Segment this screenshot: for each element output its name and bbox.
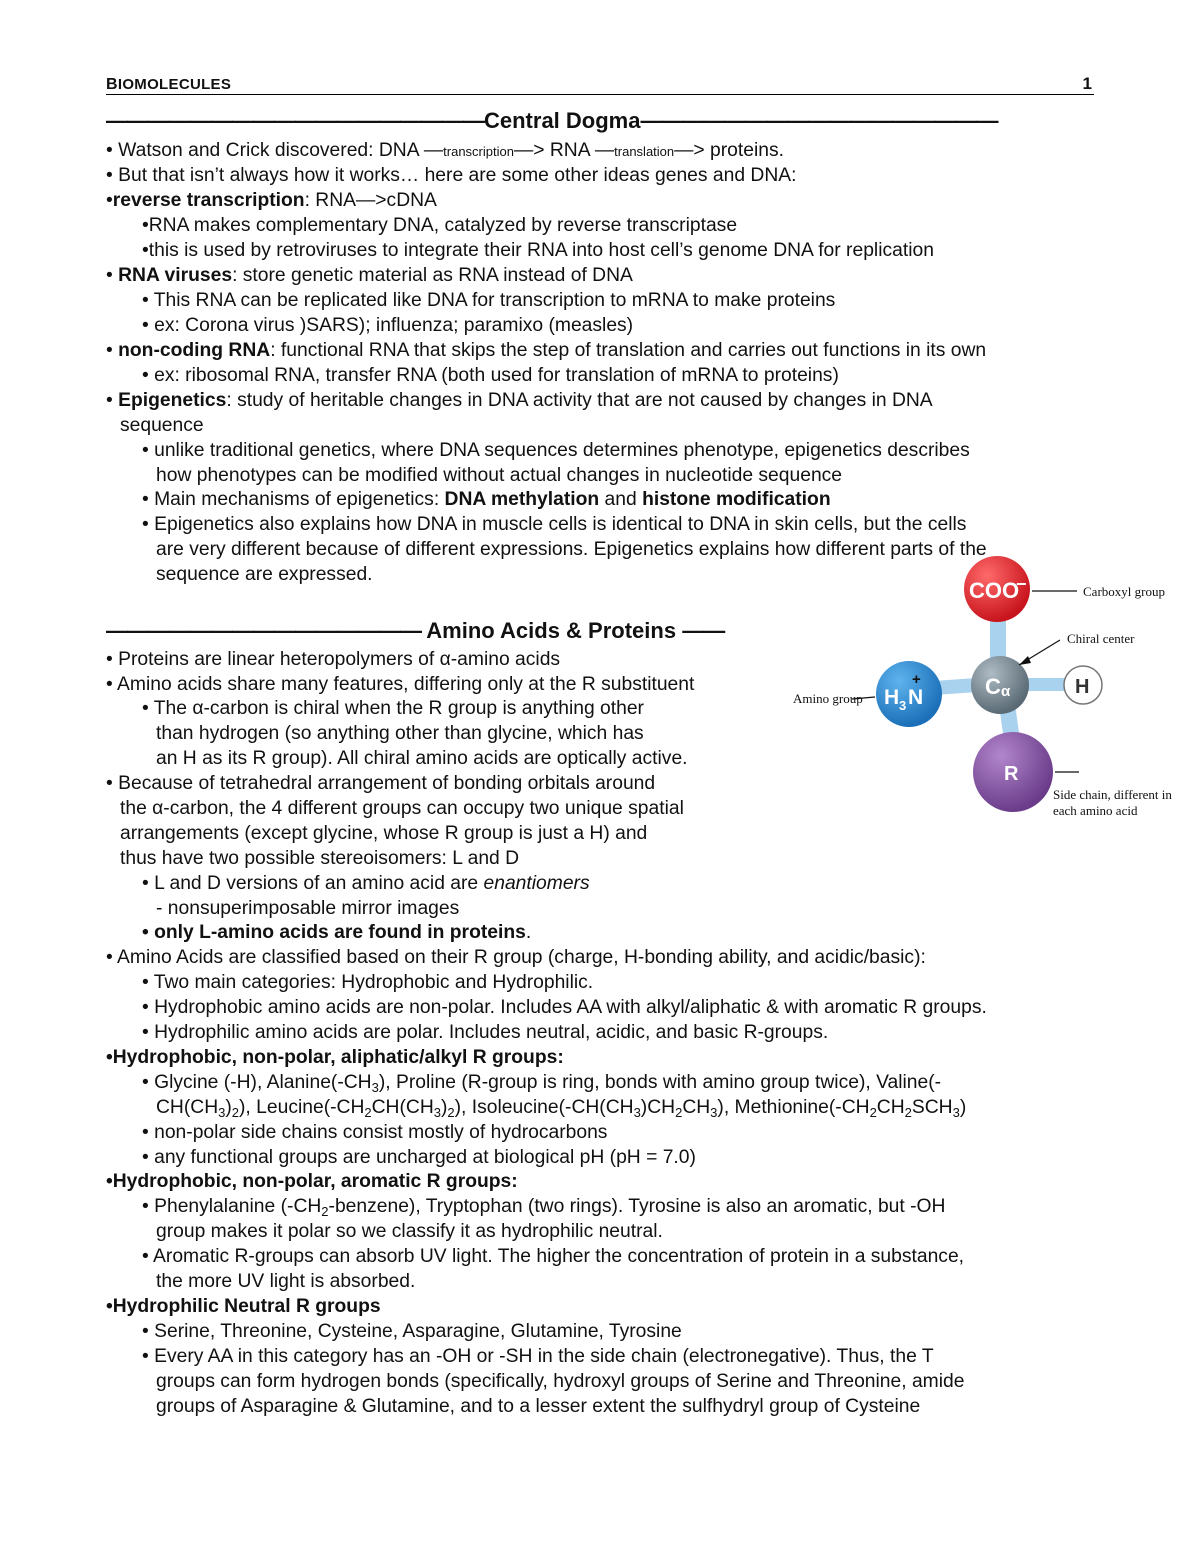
central-dogma-heading (106, 108, 997, 133)
bold-term: •Hydrophilic Neutral R groups (106, 1296, 381, 1317)
text-line: •RNA makes complementary DNA, catalyzed by reverse transcriptase (142, 215, 738, 236)
text-line (142, 920, 531, 945)
text-span: • Glycine (-H), Alanine(-CH (142, 1072, 372, 1093)
page-number: 1 (1082, 74, 1092, 93)
document-title (106, 76, 231, 94)
text-line (106, 338, 986, 363)
text-line: groups can form hydrogen bonds (specifically, hydroxyl groups of Serine and Threonine, amide (156, 1371, 965, 1392)
title-rest: IOMOLECULES (117, 76, 232, 93)
bold-term: • only L-amino acids are found in proteins (142, 922, 526, 943)
text-span: • Watson and Crick discovered: DNA — (106, 140, 444, 161)
subscript: 3 (371, 1080, 379, 1095)
text-span: • Main mechanisms of epigenetics: (142, 489, 440, 510)
text-line: the more UV light is absorbed. (156, 1271, 416, 1292)
text-line: group makes it polar so we classify it as hydrophilic neutral. (156, 1221, 663, 1242)
subheading (106, 1294, 381, 1319)
text-line: • Amino acids share many features, differing only at the R substituent (106, 674, 695, 695)
text-line: sequence are expressed. (156, 564, 373, 585)
text-line (106, 388, 933, 413)
text-line: • Amino Acids are classified based on their R group (charge, H-bonding ability, and acidic/basic): (106, 947, 926, 968)
page-header (106, 74, 1094, 95)
text-line: • ex: ribosomal RNA, transfer RNA (both used for translation of mRNA to proteins) (142, 365, 839, 386)
h3n-n: N (908, 686, 924, 709)
bold-term: DNA methylation (444, 489, 600, 510)
subscript: 2 (869, 1105, 877, 1120)
h3n-subscript: 3 (899, 698, 907, 713)
text-line: • But that isn’t always how it works… here are some other ideas genes and DNA: (106, 165, 797, 186)
text-span: )CH (640, 1097, 676, 1118)
alpha-carbon-c: C (985, 674, 1001, 699)
text-span: ) (959, 1097, 967, 1118)
text-span: ) (225, 1097, 232, 1118)
text-span: —> proteins. (674, 140, 784, 161)
bold-term: RNA viruses (118, 265, 233, 286)
text-line: • Epigenetics also explains how DNA in muscle cells is identical to DNA in skin cells, but the cells (142, 514, 967, 535)
subheading (106, 1045, 564, 1070)
bullet: • (106, 390, 113, 411)
bullet: • (106, 265, 113, 286)
italic-term: enantiomers (483, 873, 590, 894)
title-initial: B (106, 76, 118, 93)
text-line: • ex: Corona virus )SARS); influenza; paramixo (measles) (142, 315, 634, 336)
text-span: ), Isoleucine(-CH(CH (454, 1097, 634, 1118)
text-line: • Two main categories: Hydrophobic and Hydrophilic. (142, 972, 594, 993)
chiral-arrowhead (1019, 656, 1031, 665)
subscript: 3 (433, 1105, 441, 1120)
text-line: - nonsuperimposable mirror images (156, 898, 460, 919)
text-span: —> RNA — (513, 140, 615, 161)
text-line: • This RNA can be replicated like DNA for transcription to mRNA to make proteins (142, 290, 836, 311)
heading-dash-left: —————————————————— (106, 108, 484, 133)
text-line: • Every AA in this category has an -OH or -SH in the side chain (electronegative). Thus, the T (142, 1346, 934, 1367)
text-line: sequence (120, 415, 204, 436)
text-span: ), Proline (R-group is ring, bonds with amino group twice), Valine(- (378, 1072, 942, 1093)
carboxyl-group-label: Carboxyl group (1083, 584, 1165, 599)
bullet: • (106, 190, 113, 211)
subscript: 3 (633, 1105, 641, 1120)
text-span: • L and D versions of an amino acid are (142, 873, 479, 894)
text-line: • Hydrophilic amino acids are polar. Includes neutral, acidic, and basic R-groups. (142, 1022, 829, 1043)
text-line (106, 263, 633, 288)
subscript: 3 (710, 1105, 718, 1120)
subscript: 3 (218, 1105, 226, 1120)
bold-term: •Hydrophobic, non-polar, aliphatic/alkyl R groups: (106, 1047, 564, 1068)
hydrogen-label: H (1075, 676, 1090, 698)
h3n-h: H (884, 686, 900, 709)
text-line: thus have two possible stereoisomers: L and D (120, 848, 520, 869)
text-span: and (604, 489, 637, 510)
text-span: -benzene), Tryptophan (two rings). Tyrosine is also an aromatic, but -OH (328, 1196, 946, 1217)
text-line: • Proteins are linear heteropolymers of α-amino acids (106, 649, 561, 670)
small-text: transcription (443, 144, 514, 159)
text-line: • non-polar side chains consist mostly of hydrocarbons (142, 1122, 608, 1143)
amino-group-label: Amino group (793, 691, 863, 706)
text-line: • any functional groups are uncharged at biological pH (pH = 7.0) (142, 1147, 696, 1168)
text-line: •this is used by retroviruses to integrate their RNA into host cell’s genome DNA for replication (142, 240, 934, 261)
side-chain-label-line1: Side chain, different in (1053, 787, 1172, 802)
text-line: the α-carbon, the 4 different groups can occupy two unique spatial (120, 798, 684, 819)
subscript: 2 (321, 1204, 329, 1219)
bold-term: reverse transcription (112, 190, 305, 211)
side-chain-label-line2: each amino acid (1053, 803, 1138, 818)
text-line: • Serine, Threonine, Cysteine, Asparagine, Glutamine, Tyrosine (142, 1321, 682, 1342)
bold-term: histone modification (642, 489, 831, 510)
text-line (142, 871, 590, 896)
heading-text: Central Dogma (484, 108, 641, 133)
text-line: • Aromatic R-groups can absorb UV light. The higher the concentration of protein in a substance, (142, 1246, 965, 1267)
heading-dash-right: ————————————————— (640, 108, 998, 133)
alpha-carbon-alpha: α (1001, 683, 1011, 700)
subheading (106, 1169, 518, 1194)
text-span: SCH (911, 1097, 953, 1118)
text-line (106, 138, 784, 164)
amino-acids-heading (106, 618, 724, 643)
text-span: ), Methionine(-CH (717, 1097, 870, 1118)
text-line: • Hydrophobic amino acids are non-polar. Includes AA with alkyl/aliphatic & with aromatic R groups. (142, 997, 987, 1018)
text-line: than hydrogen (so anything other than glycine, which has (156, 723, 644, 744)
r-group-label: R (1004, 763, 1019, 785)
text-span: : study of heritable changes in DNA activity that are not caused by changes in DNA (226, 390, 933, 411)
heading-text: Amino Acids & Proteins (426, 618, 677, 643)
chiral-center-label: Chiral center (1067, 631, 1135, 646)
text-span: . (525, 922, 532, 943)
text-line: arrangements (except glycine, whose R group is just a H) and (120, 823, 648, 844)
subscript: 2 (675, 1105, 683, 1120)
small-text: translation (614, 144, 675, 159)
heading-dash-right: —— (682, 618, 725, 643)
bullet: • (106, 340, 113, 361)
text-line: groups of Asparagine & Glutamine, and to a lesser extent the sulfhydryl group of Cysteine (156, 1396, 921, 1417)
amino-acid-structure-figure (785, 548, 1180, 828)
text-span: ) (440, 1097, 448, 1118)
bold-term: Epigenetics (118, 390, 227, 411)
subscript: 3 (952, 1105, 960, 1120)
amino-acid-diagram (785, 548, 1180, 828)
text-span: CH (876, 1097, 905, 1118)
text-line: • The α-carbon is chiral when the R group is anything other (142, 698, 644, 719)
heading-dash-left: ——————————————— (106, 618, 421, 643)
subscript: 2 (231, 1105, 240, 1120)
text-line: are very different because of different expressions. Epigenetics explains how different parts of the (156, 539, 987, 560)
text-line: how phenotypes can be modified without actual changes in nucleotide sequence (156, 465, 843, 486)
bold-term: non-coding RNA (118, 340, 271, 361)
subscript: 2 (364, 1105, 372, 1120)
text-span: : RNA—>cDNA (304, 190, 437, 211)
text-span: CH(CH (371, 1097, 434, 1118)
coo-charge: − (1016, 574, 1027, 594)
h3n-charge: + (912, 671, 921, 688)
text-line: • Because of tetrahedral arrangement of bonding orbitals around (106, 773, 656, 794)
text-line (142, 487, 831, 512)
bold-term: •Hydrophobic, non-polar, aromatic R groups: (106, 1171, 518, 1192)
text-line: • unlike traditional genetics, where DNA sequences determines phenotype, epigenetics describes (142, 440, 970, 461)
text-span: : functional RNA that skips the step of translation and carries out functions in its own (270, 340, 987, 361)
text-span: • Phenylalanine (-CH (142, 1196, 322, 1217)
text-line: an H as its R group). All chiral amino acids are optically active. (156, 748, 688, 769)
text-span: CH (682, 1097, 711, 1118)
text-span: CH(CH (156, 1097, 219, 1118)
subscript: 2 (904, 1105, 912, 1120)
coo-label: COO (969, 578, 1020, 603)
subscript: 2 (447, 1105, 455, 1120)
text-span: : store genetic material as RNA instead of DNA (232, 265, 633, 286)
text-line (106, 188, 437, 213)
text-span: ), Leucine(-CH (239, 1097, 365, 1118)
